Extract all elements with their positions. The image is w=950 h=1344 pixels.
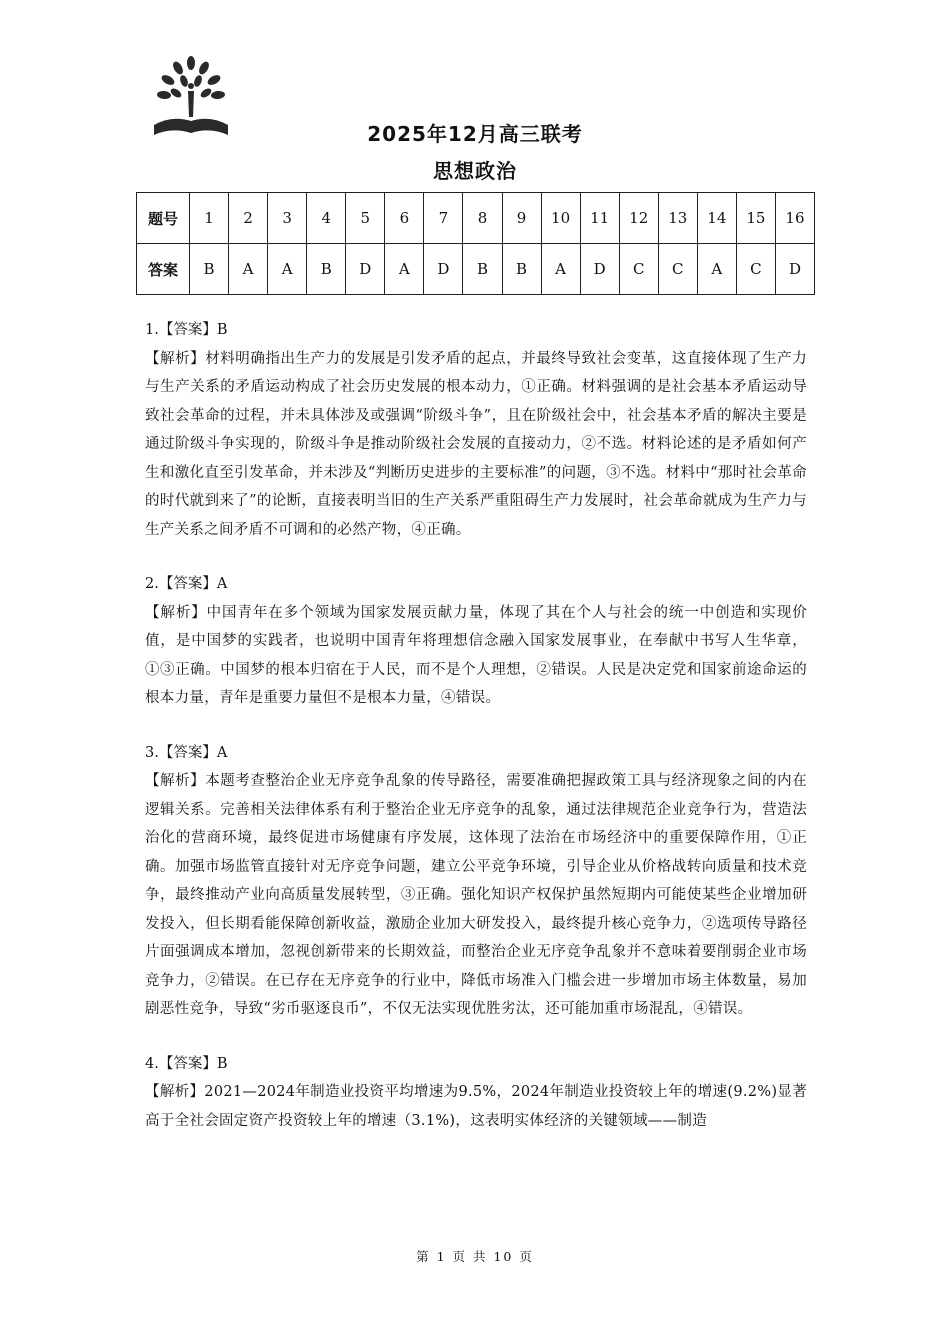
answer-cell: A bbox=[229, 244, 268, 295]
answer-cell: A bbox=[385, 244, 424, 295]
number-cell: 2 bbox=[229, 193, 268, 244]
answer-heading: 2.【答案】A bbox=[145, 576, 228, 592]
number-cell: 6 bbox=[385, 193, 424, 244]
page-footer: 第 1 页 共 10 页 bbox=[416, 1249, 534, 1264]
answer-cell: B bbox=[502, 244, 541, 295]
number-cell: 4 bbox=[307, 193, 346, 244]
number-cell: 13 bbox=[658, 193, 697, 244]
answer-cell: D bbox=[775, 244, 814, 295]
answer-item-2 bbox=[145, 570, 807, 713]
number-cell: 15 bbox=[736, 193, 775, 244]
answer-item-4 bbox=[145, 1050, 807, 1136]
answer-heading: 3.【答案】A bbox=[145, 744, 228, 761]
answer-cell: B bbox=[307, 244, 346, 295]
number-cell: 1 bbox=[190, 193, 229, 244]
answer-table bbox=[136, 192, 815, 295]
number-row bbox=[137, 193, 815, 244]
answer-heading: 1.【答案】B bbox=[145, 322, 228, 338]
answer-cell: A bbox=[697, 244, 736, 295]
answer-cell: A bbox=[268, 244, 307, 295]
number-cell: 10 bbox=[541, 193, 580, 244]
number-cell: 8 bbox=[463, 193, 502, 244]
number-cell: 12 bbox=[619, 193, 658, 244]
answer-cell: B bbox=[190, 244, 229, 295]
exam-title: 2025年12月高三联考 bbox=[367, 122, 583, 146]
answer-cell: D bbox=[424, 244, 463, 295]
answer-item-1 bbox=[145, 316, 807, 544]
number-cell: 16 bbox=[775, 193, 814, 244]
answer-cell: C bbox=[736, 244, 775, 295]
subject-title: 思想政治 bbox=[433, 159, 517, 183]
explanations bbox=[145, 316, 807, 1161]
number-cell: 5 bbox=[346, 193, 385, 244]
answer-heading: 4.【答案】B bbox=[145, 1055, 228, 1072]
answer-explanation: 【解析】2021—2024年制造业投资平均增速为9.5%，2024年制造业投资较上年的增速(9.2%)显著高于全社会固定资产投资较上年的增速（3.1%)，这表明实体经济的关键领域——制造 bbox=[145, 1084, 807, 1129]
number-cell: 9 bbox=[502, 193, 541, 244]
number-cell: 3 bbox=[268, 193, 307, 244]
answer-cell: D bbox=[580, 244, 619, 295]
answer-item-3 bbox=[145, 739, 807, 1024]
answer-cell: A bbox=[541, 244, 580, 295]
row-label-answer: 答案 bbox=[137, 244, 190, 295]
answer-explanation: 【解析】中国青年在多个领域为国家发展贡献力量，体现了其在个人与社会的统一中创造和实现价值，是中国梦的实践者，也说明中国青年将理想信念融入国家发展事业，在奉献中书写人生华章，①③正确。中国梦的根本归宿在于人民，而不是个人理想，②错误。人民是决定党和国家前途命运的根本力量，青年是重要力量但不是根本力量，④错误。 bbox=[145, 604, 807, 706]
number-cell: 11 bbox=[580, 193, 619, 244]
row-label-number: 题号 bbox=[137, 193, 190, 244]
answer-row bbox=[137, 244, 815, 295]
answer-cell: C bbox=[658, 244, 697, 295]
answer-cell: D bbox=[346, 244, 385, 295]
answer-cell: B bbox=[463, 244, 502, 295]
answer-cell: C bbox=[619, 244, 658, 295]
answer-explanation: 【解析】本题考查整治企业无序竞争乱象的传导路径，需要准确把握政策工具与经济现象之间的内在逻辑关系。完善相关法律体系有利于整治企业无序竞争的乱象，通过法律规范企业竞争行为，营造法治化的营商环境，最终促进市场健康有序发展，这体现了法治在市场经济中的重要保障作用，①正确。加强市场监管直接针对无序竞争问题，建立公平竞争环境，引导企业从价格战转向质量和技术竞争，最终推动产业向高质量发展转型，③正确。强化知识产权保护虽然短期内可能使某些企业增加研发投入，但长期看能保障创新收益，激励企业加大研发投入，最终提升核心竞争力，②选项传导路径片面强调成本增加，忽视创新带来的长期效益，而整治企业无序竞争乱象并不意味着要削弱企业市场竞争力，②错误。在已存在无序竞争的行业中，降低市场准入门槛会进一步增加市场主体数量，易加剧恶性竞争，导致“劣币驱逐良币”，不仅无法实现优胜劣汰，还可能加重市场混乱，④错误。 bbox=[145, 773, 807, 1017]
number-cell: 7 bbox=[424, 193, 463, 244]
answer-explanation: 【解析】材料明确指出生产力的发展是引发矛盾的起点，并最终导致社会变革，这直接体现了生产力与生产关系的矛盾运动构成了社会历史发展的根本动力，①正确。材料强调的是社会基本矛盾运动导致社会革命的过程，并未具体涉及或强调“阶级斗争”，且在阶级社会中，社会基本矛盾的解决主要是通过阶级斗争实现的，阶级斗争是推动阶级社会发展的直接动力，②不选。材料论述的是矛盾如何产生和激化直至引发革命，并未涉及“判断历史进步的主要标准”的问题，③不选。材料中“那时社会革命的时代就到来了”的论断，直接表明当旧的生产关系严重阻碍生产力发展时，社会革命就成为生产力与生产关系之间矛盾不可调和的必然产物，④正确。 bbox=[145, 350, 807, 538]
number-cell: 14 bbox=[697, 193, 736, 244]
